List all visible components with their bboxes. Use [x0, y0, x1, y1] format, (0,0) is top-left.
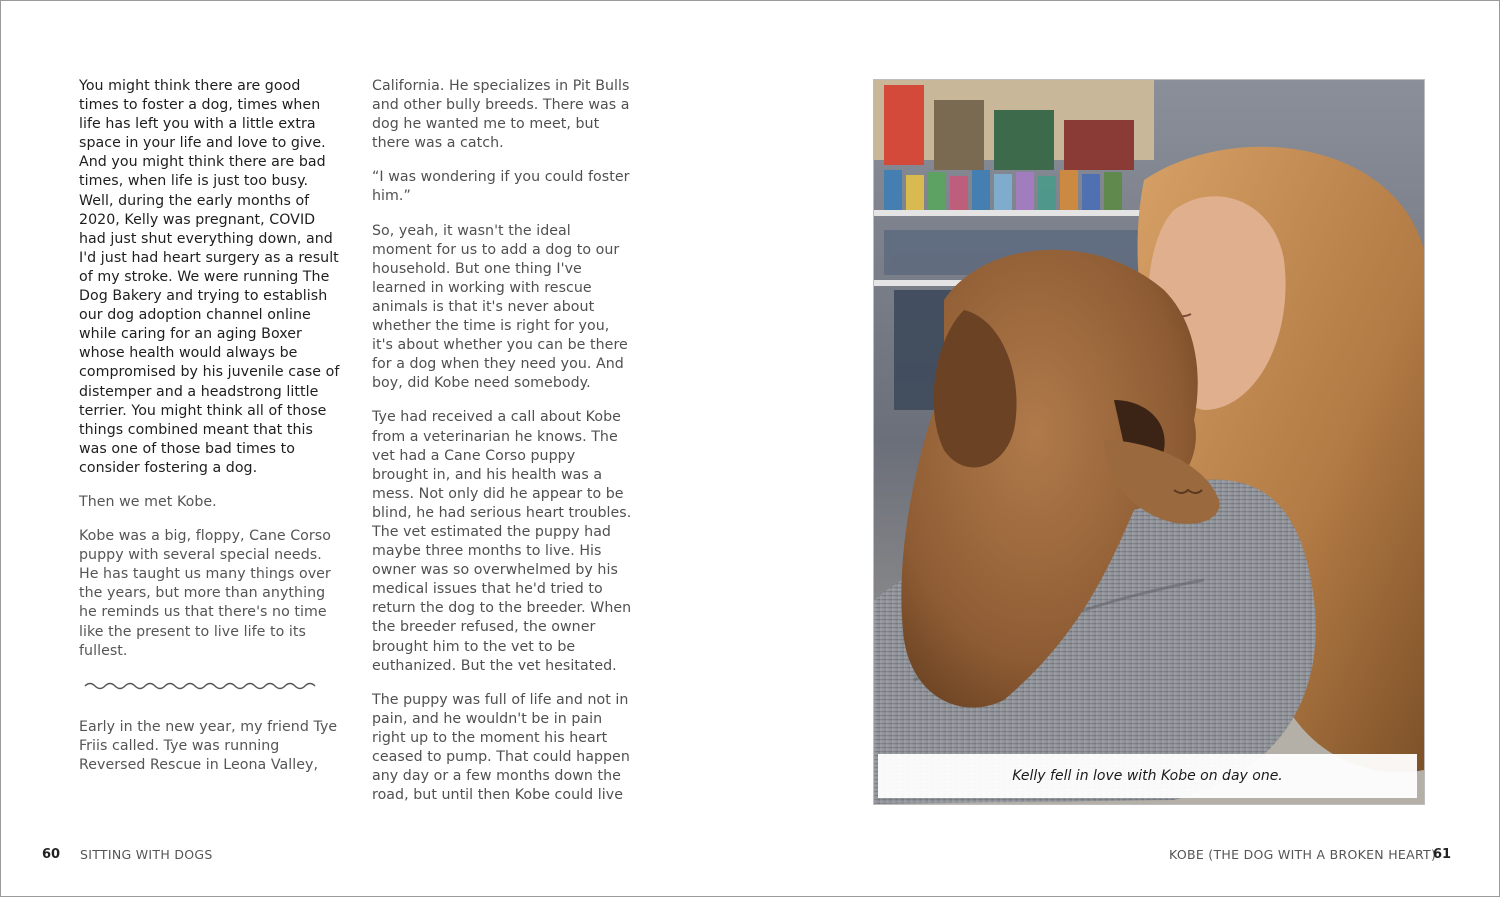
page-number-right: 61 [1433, 847, 1452, 862]
paragraph: “I was wondering if you could foster him.” [372, 169, 630, 205]
running-head-right: KOBE (THE DOG WITH A BROKEN HEART) [1169, 847, 1437, 862]
left-column-1 [79, 77, 341, 790]
paragraph: Tye had received a call about Kobe from a veterinarian he knows. The vet had a Cane Corso puppy brought in, and his health was a mess. Not only did he appear to be blind, he had serious heart troubles. The vet estimated the puppy had maybe three months to live. His owner was so overwhelmed by his medical issues that he'd tried to return the dog to the breeder. When the breeder refused, the owner brought him to the vet to be euthanized. But the vet hesitated. [372, 409, 632, 674]
photo-woman-hugging-puppy [873, 79, 1425, 805]
left-column-2 [372, 77, 634, 820]
page-number-left: 60 [42, 847, 61, 862]
paragraph: Early in the new year, my friend Tye Friis called. Tye was running Reversed Rescue in Leona Valley, [79, 718, 338, 773]
paragraph: Kobe was a big, floppy, Cane Corso puppy with several special needs. He has taught us many things over the years, but more than anything he reminds us that there's no time like the present to live life to its fullest. [79, 528, 331, 659]
paragraph: You might think there are good times to foster a dog, times when life has left you with a little extra space in your life and love to give. And you might think there are bad times, when life is just too busy. Well, during the early months of 2020, Kelly was pregnant, COVID had just shut everything down, and I'd just had heart surgery as a result of my stroke. We were running The Dog Bakery and trying to establish our dog adoption channel online while caring for an aging Boxer whose health would always be compromised by his juvenile case of distemper and a headstrong little terrier. You might think all of those things combined meant that this was one of those bad times to consider fostering a dog. [79, 78, 340, 476]
paragraph: So, yeah, it wasn't the ideal moment for us to add a dog to our household. But one thing I've learned in working with rescue animals is that it's never about whether the time is right for you, it's about whether you can be there for a dog when they need you. And boy, did Kobe need somebody. [372, 222, 628, 392]
paragraph: Then we met Kobe. [79, 493, 217, 510]
paragraph: California. He specializes in Pit Bulls and other bully breeds. There was a dog he wanted me to meet, but there was a catch. [372, 78, 630, 152]
running-head-left: SITTING WITH DOGS [80, 847, 213, 862]
paragraph: The puppy was full of life and not in pain, and he wouldn't be in pain right up to the moment his heart ceased to pump. That could happen any day or a few months down the road, but until then Kobe could live [372, 691, 630, 804]
photo-caption: Kelly fell in love with Kobe on day one. [878, 754, 1417, 798]
wavy-divider [79, 676, 341, 696]
